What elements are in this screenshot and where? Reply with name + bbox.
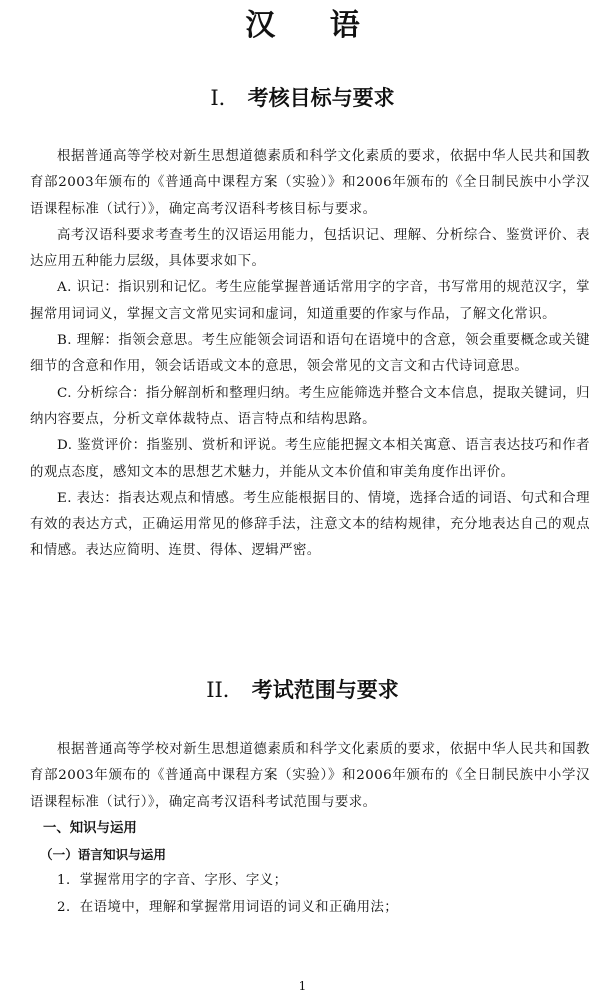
section-numeral: I． — [210, 86, 240, 110]
section-numeral: II． — [206, 678, 244, 702]
paragraph-ability-overview: 高考汉语科要求考查考生的汉语运用能力，包括识记、理解、分析综合、鉴赏评价、表达应用五种能力层级，具体要求如下。 — [30, 227, 590, 270]
paragraph-ability-d-appreciate: D. 鉴赏评价：指鉴别、赏析和评说。考生应能把握文本相关寓意、语言表达技巧和作者的观点态度，感知文本的思想艺术魅力，并能从文本价值和审美角度作出评价。 — [30, 438, 590, 480]
section-heading-text: 考试范围与要求 — [251, 678, 399, 702]
paragraph-scope-basis: 根据普通高等学校对新生思想道德素质和科学文化素质的要求，依据中华人民共和国教育部2003年颁布的《普通高中课程方案（实验）》和2006年颁布的《全日制民族中小学汉语课程标准（试行）》，确定高考汉语科考试范围与要求。 — [30, 742, 590, 810]
list-item: 2．在语境中，理解和掌握常用词语的词义和正确用法； — [57, 899, 399, 915]
section-heading-text: 考核目标与要求 — [247, 86, 395, 110]
section-body-exam-scope — [30, 737, 590, 921]
document-title: 汉 语 — [245, 8, 382, 43]
paragraph-basis: 根据普通高等学校对新生思想道德素质和科学文化素质的要求，依据中华人民共和国教育部2003年颁布的《普通高中课程方案（实验）》和2006年颁布的《全日制民族中小学汉语课程标准（试行）》，确定高考汉语科考核目标与要求。 — [30, 149, 590, 217]
section-heading-exam-scope — [0, 676, 605, 704]
paragraph-ability-c-analyze: C. 分析综合：指分解剖析和整理归纳。考生应能筛选并整合文本信息，提取关键词，归纳内容要点，分析文章体裁特点、语言特点和结构思路。 — [30, 385, 590, 427]
paragraph-ability-b-understand: B. 理解：指领会意思。考生应能领会词语和语句在语境中的含意，领会重要概念或关键细节的含意和作用，领会话语或文本的意思，领会常见的文言文和古代诗词意思。 — [30, 333, 590, 375]
paragraph-ability-a-memorize: A. 识记：指识别和记忆。考生应能掌握普通话常用字的字音，书写常用的规范汉字，掌握常用词词义，掌握文言文常见实词和虚词，知道重要的作家与作品，了解文化常识。 — [30, 280, 590, 322]
subheading-language-knowledge: （一）语言知识与运用 — [40, 847, 166, 863]
paragraph-ability-e-express: E. 表达：指表达观点和情感。考生应能根据目的、情境，选择合适的词语、句式和合理有效的表达方式，正确运用常见的修辞手法，注意文本的结构规律，充分地表达自己的观点和情感。表达应简明、连贯、得体、逻辑严密。 — [30, 490, 590, 559]
section-body-assessment-goals — [30, 144, 590, 565]
list-item: 1．掌握常用字的字音、字形、字义； — [57, 873, 288, 889]
subheading-knowledge-application: 一、知识与运用 — [43, 820, 137, 836]
page-number: 1 — [298, 979, 307, 993]
section-heading-assessment-goals — [0, 84, 605, 112]
